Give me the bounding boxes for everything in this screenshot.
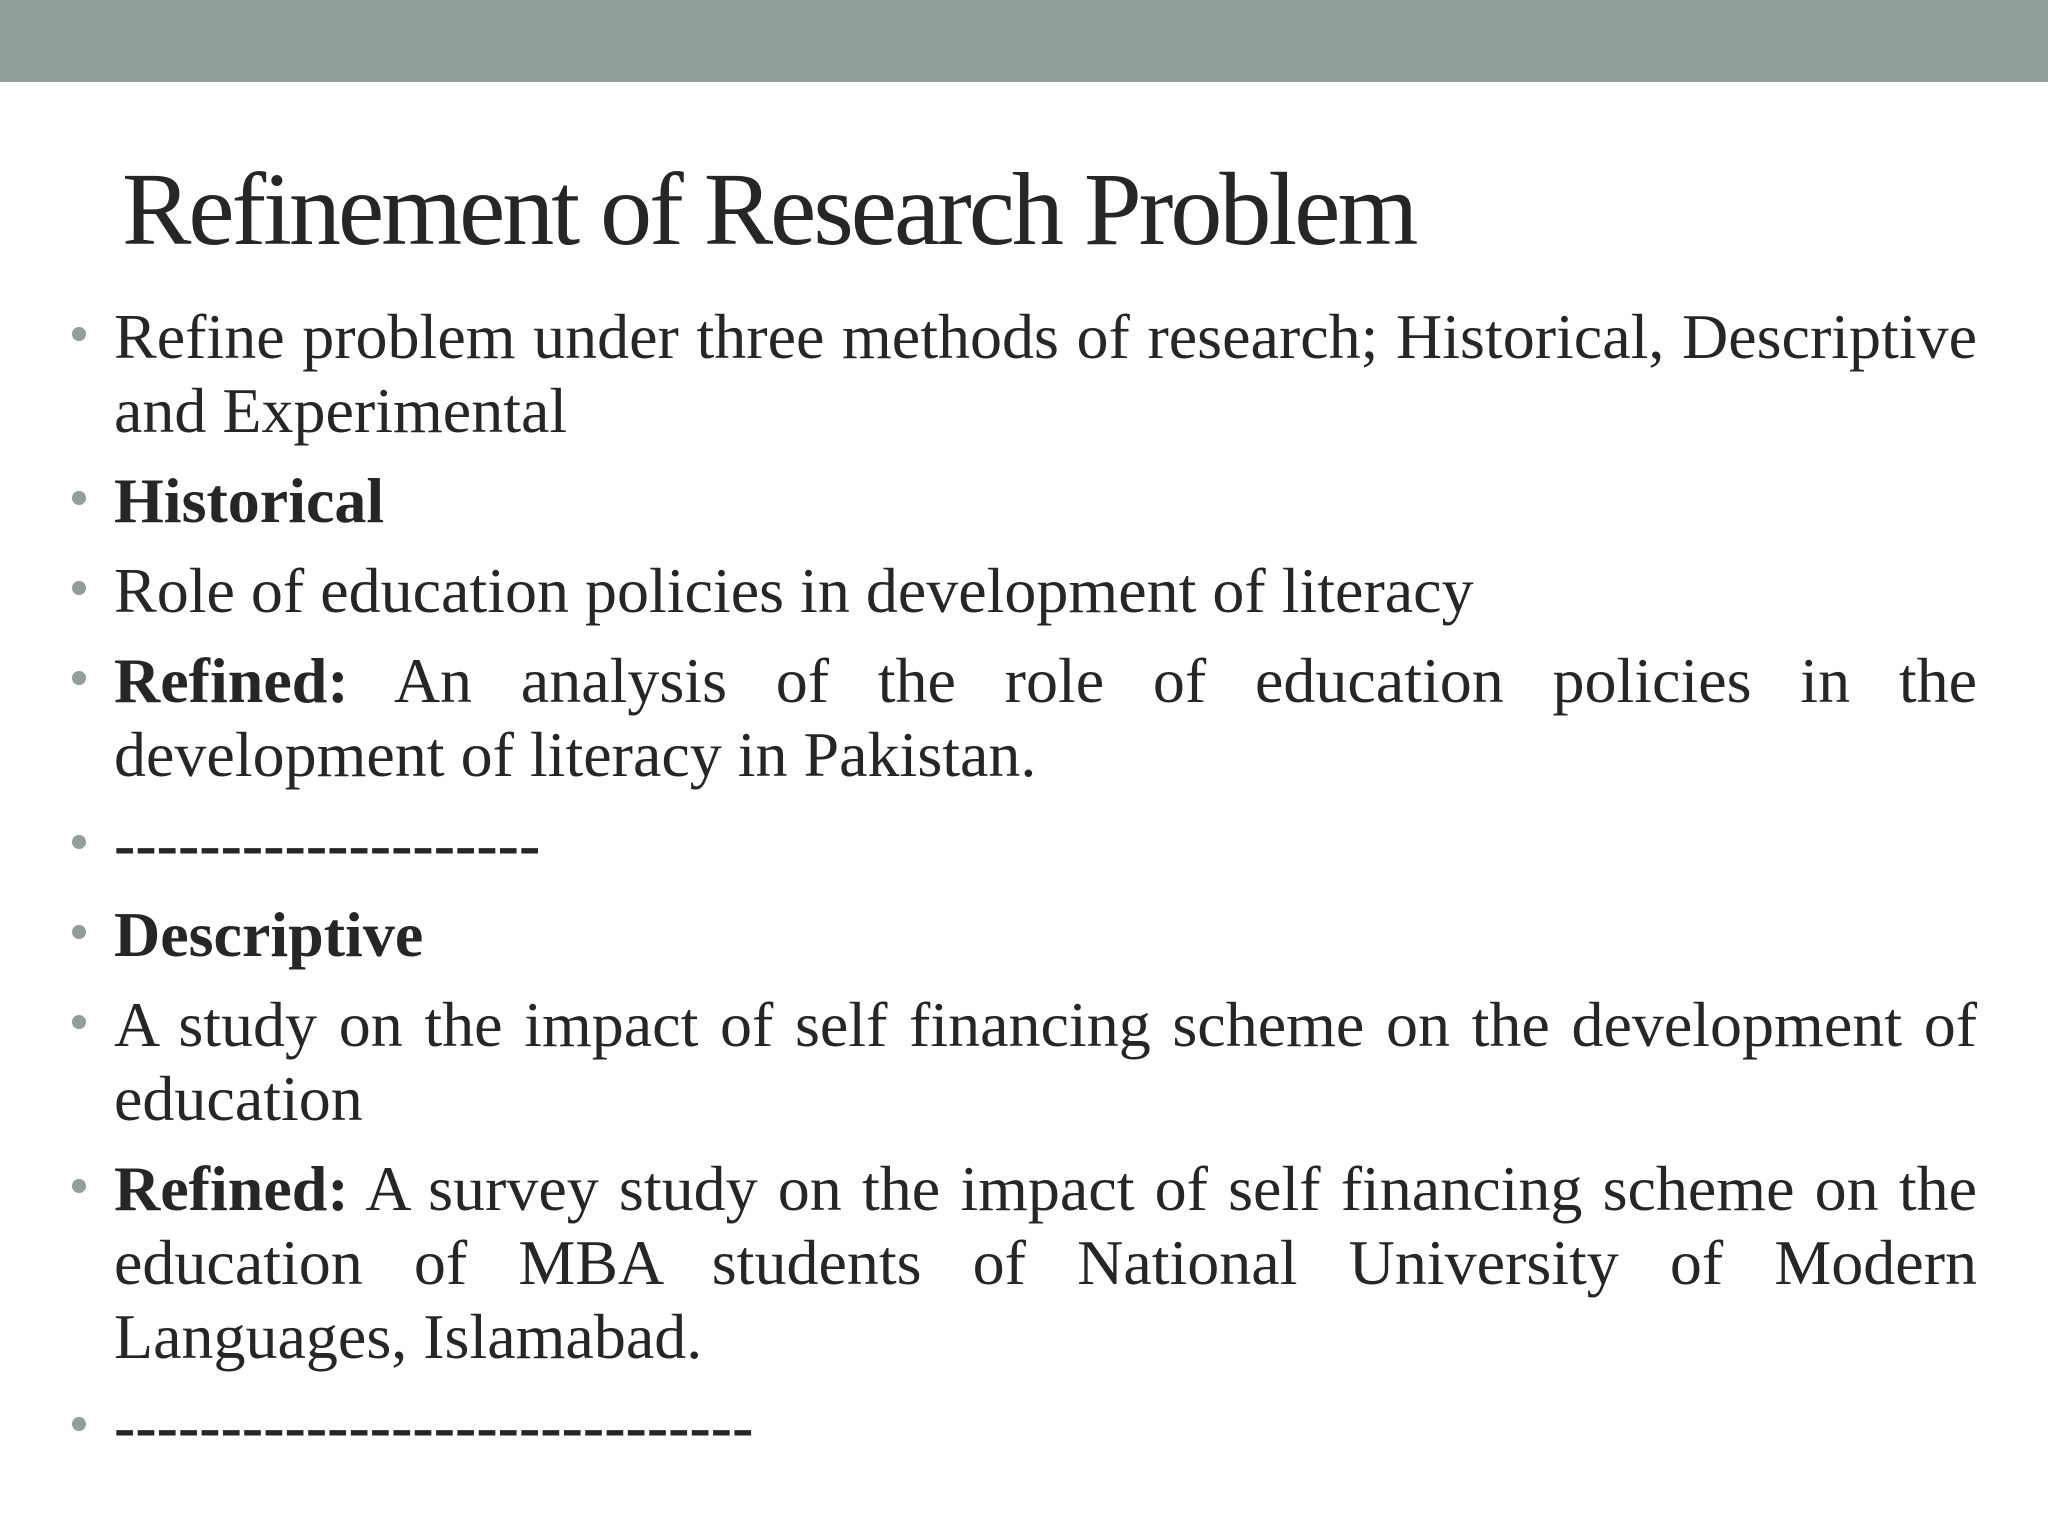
bullet-item [72, 644, 1977, 792]
header-band [0, 0, 2048, 82]
bullet-dot-icon [72, 327, 86, 341]
bullet-dot-icon [72, 581, 86, 595]
bullet-item [72, 464, 1977, 538]
bullet-label: -------------------- [114, 809, 541, 880]
bullet-text: An analysis of the role of education policies in the development of literacy in Pakistan. [114, 645, 1977, 790]
bullet-text: A study on the impact of self financing scheme on the development of education [114, 989, 1977, 1134]
bullet-dot-icon [72, 1417, 86, 1431]
bullet-dot-icon [72, 835, 86, 849]
bullet-label: Refined: [114, 645, 349, 716]
bullet-item [72, 1152, 1977, 1374]
bullet-item [72, 1390, 1977, 1464]
bullet-dot-icon [72, 491, 86, 505]
bullet-text: Refine problem under three methods of research; Historical, Descriptive and Experimental [114, 301, 1977, 446]
bullet-label: Refined: [114, 1153, 349, 1224]
bullet-dot-icon [72, 1015, 86, 1029]
bullet-item [72, 554, 1977, 628]
bullet-text: A survey study on the impact of self financing scheme on the education of MBA students of National University of Modern Languages, Islamabad. [114, 1153, 1977, 1372]
bullet-item [72, 300, 1977, 448]
bullet-label: Historical [114, 465, 385, 536]
bullet-dot-icon [72, 671, 86, 685]
bullet-item [72, 988, 1977, 1136]
bullet-label: ------------------------------ [114, 1391, 754, 1462]
bullet-list [72, 300, 1977, 1480]
slide-title: Refinement of Research Problem [122, 152, 1416, 267]
bullet-dot-icon [72, 1179, 86, 1193]
bullet-label: Descriptive [114, 899, 424, 970]
bullet-item [72, 808, 1977, 882]
bullet-text: Role of education policies in development of literacy [114, 555, 1474, 626]
bullet-item [72, 898, 1977, 972]
bullet-dot-icon [72, 925, 86, 939]
